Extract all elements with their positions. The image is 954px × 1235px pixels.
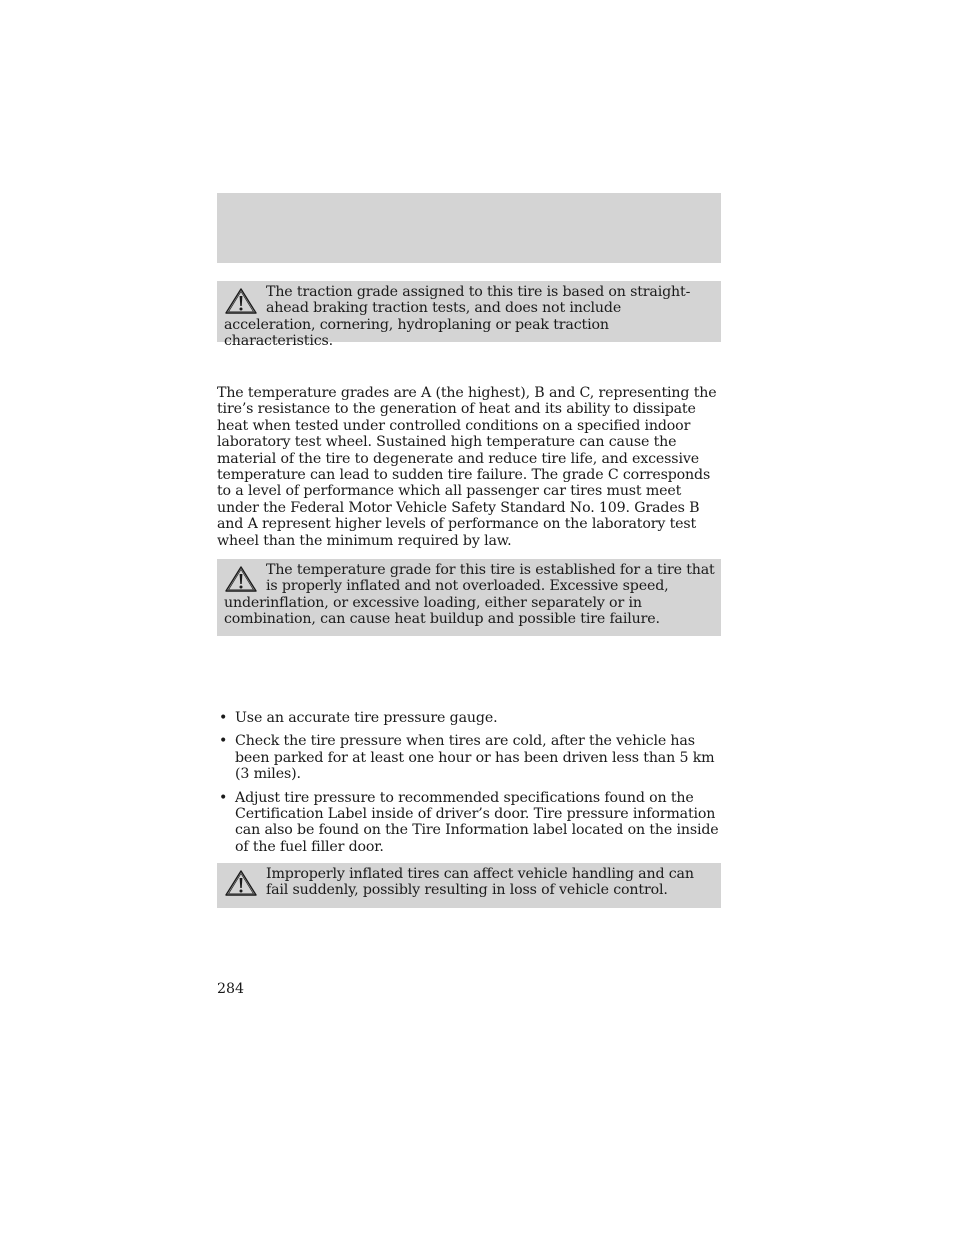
warning-box-temperature — [217, 559, 721, 636]
warning-text: The temperature grade for this tire is established for a tire that is properly inflated and not overloaded. Excessive speed, underinflation, or excessive loading, either separately or in combination, can cause heat buildup and possible tire failure. — [224, 562, 715, 628]
warning-triangle-icon — [224, 869, 258, 897]
bullet-dot: • — [219, 710, 228, 726]
list-item — [217, 733, 723, 782]
header-band — [217, 193, 721, 263]
temperature-grades-paragraph: The temperature grades are A (the highest), B and C, representing the tire’s resistance to the generation of heat and its ability to dissipate heat when tested under controlled conditions on a specified indoor laboratory test wheel. Sustained high temperature can cause the material of the tire to degenerate and reduce tire life, and excessive temperature can lead to sudden tire failure. The grade C corresponds to a level of performance which all passenger car tires must meet under the Federal Motor Vehicle Safety Standard No. 109. Grades B and A represent higher levels of performance on the laboratory test wheel than the minimum required by law. — [217, 385, 717, 549]
list-item-text: Check the tire pressure when tires are cold, after the vehicle has been parked for at least one hour or has been driven less than 5 km (3 miles). — [235, 733, 715, 783]
warning-text: Improperly inflated tires can affect vehicle handling and can fail suddenly, possibly resulting in loss of vehicle control. — [266, 866, 694, 899]
warning-triangle-icon — [224, 565, 258, 593]
warning-triangle-icon — [224, 287, 258, 315]
list-item-text: Use an accurate tire pressure gauge. — [235, 710, 498, 726]
warning-text: The traction grade assigned to this tire is based on straight-ahead braking traction tests, and does not include acceleration, cornering, hydroplaning or peak traction characteristics. — [224, 284, 691, 350]
page-number: 284 — [217, 981, 245, 997]
list-item — [217, 710, 723, 726]
list-item — [217, 790, 723, 856]
list-item-text: Adjust tire pressure to recommended specifications found on the Certification Label inside of driver’s door. Tire pressure information can also be found on the Tire Information label located on the inside of the fuel filler door. — [235, 789, 719, 855]
tire-pressure-bullet-list — [217, 710, 723, 862]
bullet-dot: • — [219, 733, 228, 750]
warning-box-inflation — [217, 863, 721, 908]
bullet-dot: • — [219, 789, 228, 806]
warning-box-traction — [217, 281, 721, 350]
